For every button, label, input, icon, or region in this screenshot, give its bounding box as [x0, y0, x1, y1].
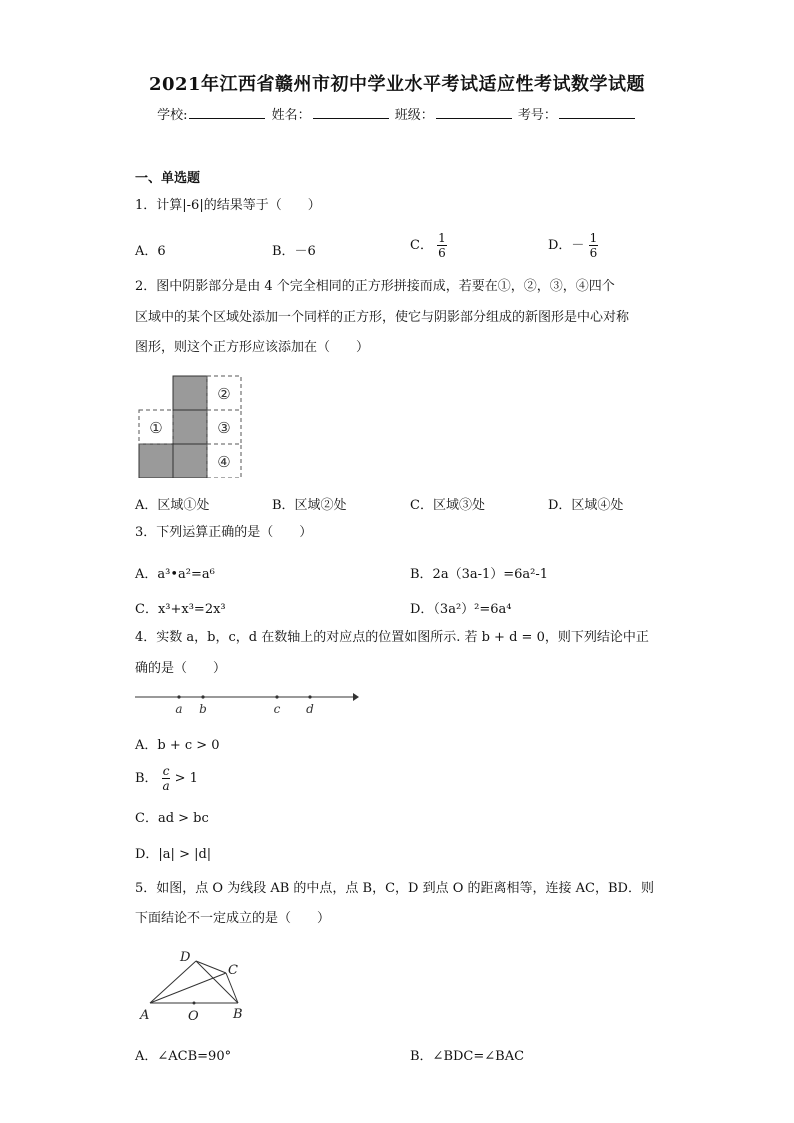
q1-c-numerator: 1	[438, 231, 446, 245]
label-a: a	[175, 702, 183, 716]
q1-c-denominator: 6	[438, 246, 446, 260]
q2-stem-line1: 2．图中阴影部分是由 4 个完全相同的正方形拼接而成，若要在①，②，③，④四个	[135, 279, 615, 294]
exam-no-blank	[559, 106, 635, 119]
label-point-a: A	[140, 1008, 150, 1023]
point-d	[308, 695, 311, 698]
name-blank	[313, 106, 389, 119]
q4-option-b-fraction	[162, 764, 171, 793]
q2-stem-line2: 区域中的某个区域处添加一个同样的正方形，使它与阴影部分组成的新图形是中心对称	[135, 310, 630, 325]
q1-d-denominator: 6	[589, 246, 598, 260]
q1-option-d	[548, 231, 598, 260]
label-point-c: C	[228, 963, 238, 978]
q1-option-a: A．6	[135, 244, 166, 259]
q4-stem-line1: 4．实数 a，b，c，d 在数轴上的对应点的位置如图所示. 若 b + d = 0，则下列结论中正	[135, 630, 649, 645]
q4-number-line	[135, 688, 359, 718]
school-blank	[189, 106, 265, 119]
q3-option-b: B．2a（3a-1）=6a²-1	[410, 567, 549, 582]
shaded-square	[173, 444, 207, 478]
shaded-square	[173, 376, 207, 410]
number-line-arrow-icon	[353, 693, 359, 701]
class-label: 班级：	[394, 108, 434, 123]
q1-stem: 1．计算|-6|的结果等于（ ）	[135, 198, 321, 213]
q4-option-c: C．ad > bc	[135, 811, 209, 826]
q4-b-numerator: c	[162, 764, 170, 778]
label-c: c	[273, 702, 281, 716]
q4-stem-line2: 确的是（ ）	[135, 661, 227, 676]
q3-option-d: D．（3a²）²=6a⁴	[410, 602, 512, 617]
point-b	[201, 695, 204, 698]
point-a	[177, 695, 180, 698]
label-d: d	[306, 702, 314, 716]
q4-option-b	[135, 764, 198, 793]
q2-square-figure	[135, 372, 245, 478]
school-label: 学校:	[157, 108, 188, 123]
segment-ac	[150, 973, 226, 1003]
region-4-label: ④	[217, 453, 231, 471]
q2-stem-line3: 图形，则这个正方形应该添加在（ ）	[135, 340, 370, 355]
section-title: 一、单选题	[135, 171, 201, 186]
student-info-line	[0, 104, 794, 123]
q5-geometry-figure	[138, 945, 253, 1025]
q1-option-c-prefix: C．	[410, 238, 433, 253]
q4-option-a: A．b + c > 0	[135, 738, 220, 753]
q5-stem-line2: 下面结论不一定成立的是（ ）	[135, 911, 331, 926]
label-point-b: B	[233, 1007, 243, 1022]
q1-d-numerator: 1	[589, 231, 598, 245]
q1-option-b: B．－6	[272, 244, 316, 259]
label-point-o: O	[188, 1009, 199, 1024]
class-blank	[436, 106, 512, 119]
point-o	[193, 1002, 196, 1005]
q1-option-d-prefix: D．－	[548, 238, 585, 253]
q5-option-a: A．∠ACB=90°	[135, 1049, 232, 1064]
q5-option-b: B．∠BDC=∠BAC	[410, 1049, 525, 1064]
q4-b-denominator: a	[162, 779, 170, 793]
q5-stem-line1: 5．如图，点 O 为线段 AB 的中点，点 B，C，D 到点 O 的距离相等，连接 AC，BD．则	[135, 881, 654, 896]
q2-option-d: D．区域④处	[548, 498, 624, 513]
point-c	[275, 695, 278, 698]
page-title: 2021年江西省赣州市初中学业水平考试适应性考试数学试题	[148, 74, 646, 95]
q1-option-c-fraction	[437, 231, 447, 260]
q3-option-c: C．x³+x³=2x³	[135, 602, 226, 617]
q1-option-d-fraction	[589, 231, 599, 260]
q1-option-c	[410, 231, 447, 260]
shaded-square	[173, 410, 207, 444]
q4-option-d: D．|a| > |d|	[135, 847, 212, 862]
name-label: 姓名：	[271, 108, 311, 123]
q2-option-b: B．区域②处	[272, 498, 347, 513]
region-2-label: ②	[217, 385, 231, 403]
q3-option-a: A．a³•a²=a⁶	[135, 567, 215, 582]
region-1-label: ①	[149, 419, 163, 437]
shaded-square	[139, 444, 173, 478]
q4-option-b-prefix: B．	[135, 771, 158, 786]
label-point-d: D	[180, 950, 191, 965]
segment-ad	[150, 961, 196, 1003]
q4-option-b-suffix: > 1	[174, 771, 198, 786]
q3-stem: 3．下列运算正确的是（ ）	[135, 525, 313, 540]
region-3-label: ③	[217, 419, 231, 437]
q2-option-a: A．区域①处	[135, 498, 210, 513]
segment-dc	[196, 961, 226, 973]
exam-no-label: 考号：	[517, 108, 557, 123]
label-b: b	[199, 702, 207, 716]
q2-option-c: C．区域③处	[410, 498, 485, 513]
